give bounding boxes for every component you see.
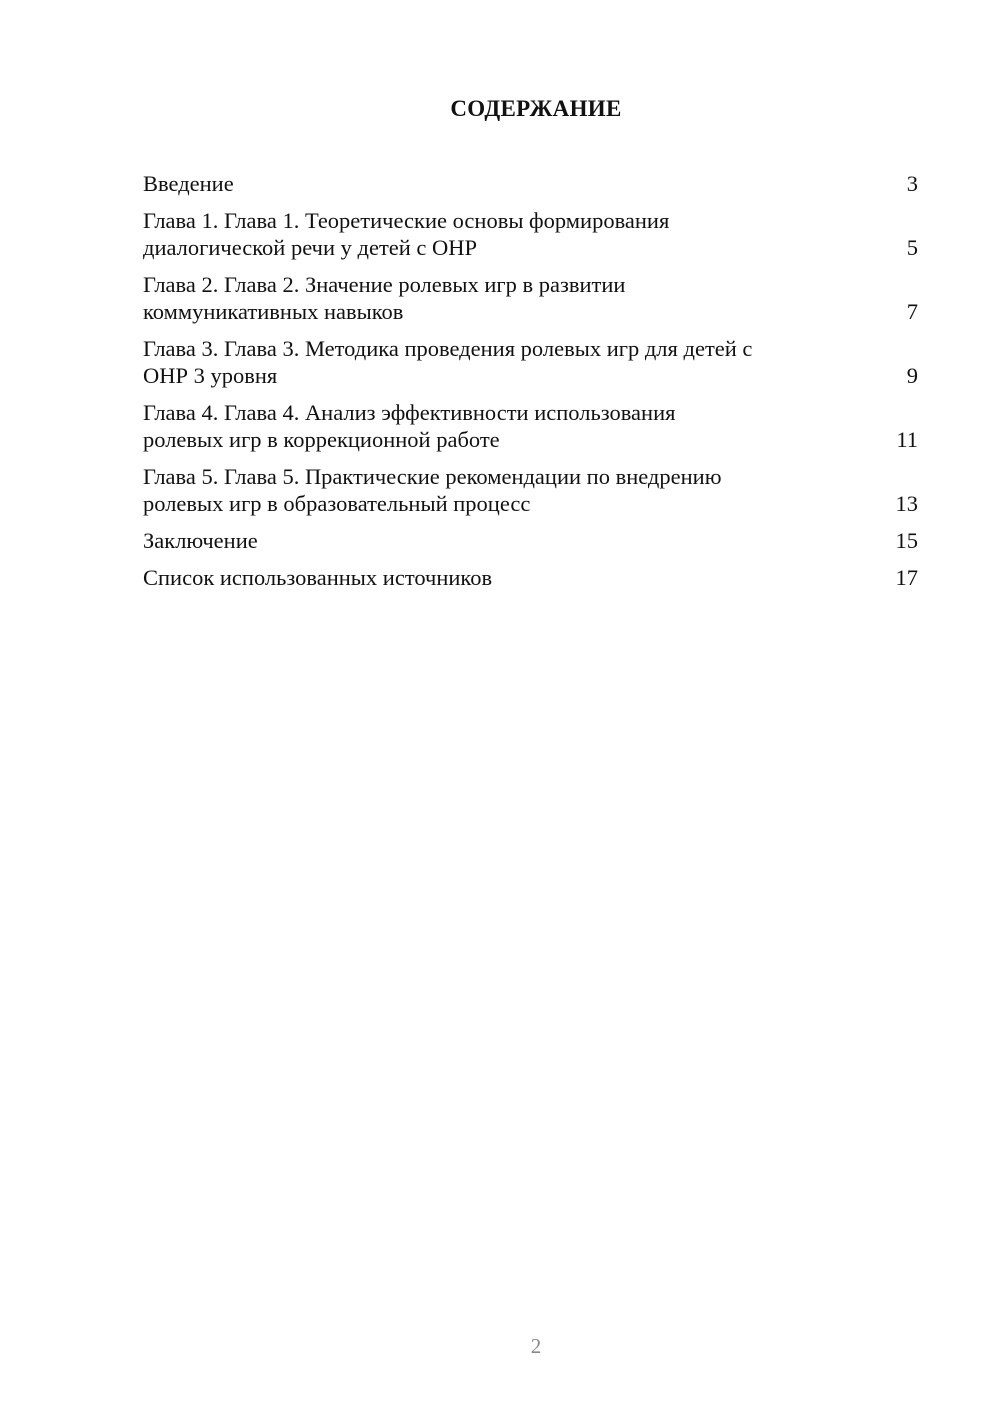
toc-entry-chapter-5 [143, 463, 918, 517]
toc-entry-line: Глава 3. Глава 3. Методика проведения ролевых игр для детей с [143, 336, 753, 361]
toc-page-number: 5 [906, 235, 918, 260]
toc-entry-line: ролевых игр в образовательный процесс [143, 491, 531, 516]
toc-entry-references [143, 564, 918, 591]
toc-entry-line: ролевых игр в коррекционной работе [143, 427, 500, 452]
toc-entry-line: Глава 2. Глава 2. Значение ролевых игр в развитии [143, 272, 626, 297]
toc-page-number: 3 [906, 171, 918, 196]
toc-entry-text [143, 463, 722, 517]
toc-page-number: 11 [896, 427, 918, 452]
toc-entry-line: Список использованных источников [143, 565, 493, 590]
toc-entry-line: ОНР 3 уровня [143, 363, 278, 388]
toc-page-number: 9 [906, 363, 918, 388]
toc-entry-text [143, 335, 752, 389]
toc-entry-text [143, 399, 675, 453]
toc-page-number: 17 [895, 565, 918, 590]
toc-page-number: 7 [906, 299, 918, 324]
toc-page-number: 13 [895, 491, 918, 516]
toc-entry-line: Глава 5. Глава 5. Практические рекомендации по внедрению [143, 464, 722, 489]
page-title: СОДЕРЖАНИЕ [450, 96, 622, 121]
toc-entry-line: диалогической речи у детей с ОНР [143, 235, 478, 260]
table-of-contents [143, 170, 918, 601]
toc-entry-text [143, 170, 234, 197]
toc-entry-line: Заключение [143, 528, 258, 553]
toc-page-number: 15 [895, 528, 918, 553]
toc-entry-chapter-3 [143, 335, 918, 389]
toc-entry-conclusion [143, 527, 918, 554]
toc-entry-line: Глава 1. Глава 1. Теоретические основы формирования [143, 208, 670, 233]
toc-entry-text [143, 271, 625, 325]
toc-entry-text [143, 207, 669, 261]
toc-entry-line: Глава 4. Глава 4. Анализ эффективности использования [143, 400, 676, 425]
toc-entry-line: коммуникативных навыков [143, 299, 404, 324]
toc-entry-chapter-4 [143, 399, 918, 453]
toc-entry-chapter-2 [143, 271, 918, 325]
toc-entry-introduction [143, 170, 918, 197]
toc-entry-text [143, 564, 492, 591]
toc-entry-text [143, 527, 258, 554]
toc-entry-line: Введение [143, 171, 234, 196]
toc-entry-chapter-1 [143, 207, 918, 261]
page-number: 2 [530, 1334, 542, 1358]
